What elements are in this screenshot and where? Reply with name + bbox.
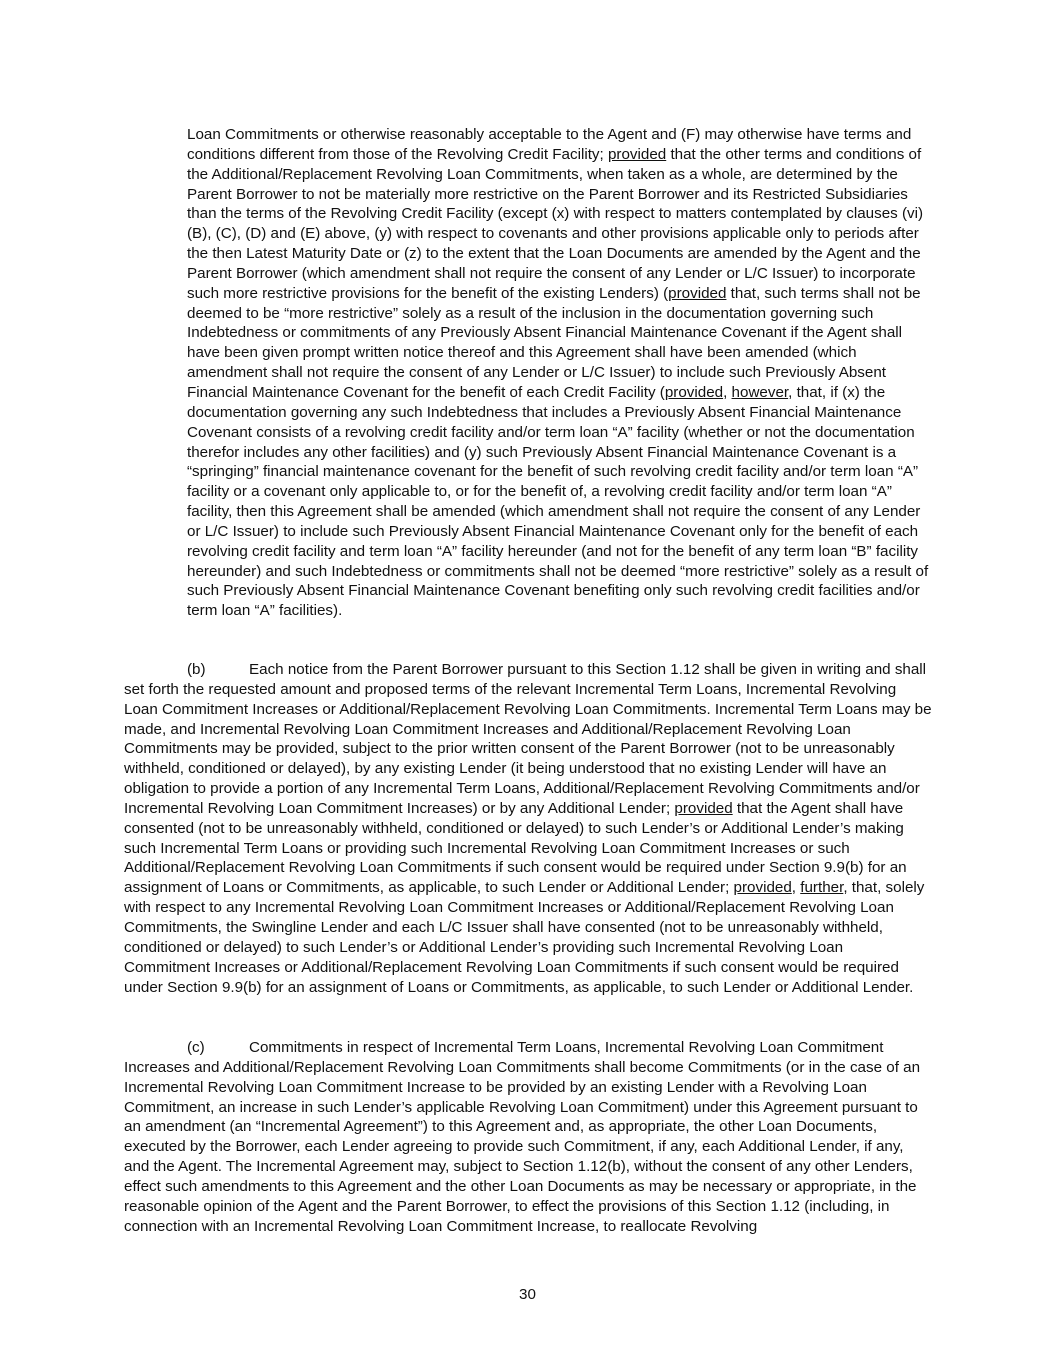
underlined-term: provided <box>664 383 724 401</box>
underlined-term: provided <box>674 799 733 817</box>
text-segment: , that, solely with respect to any Incremental Revolving Loan Commitment Increases or Additional/Replacement Revolving Loan Commitments, the Swingline Lender and each L/C Issuer shall have consented (not to be unreasonably withheld, conditioned or delayed) to such Lender’s or Additional Lender’s providing such Incremental Revolving Loan Commitment Increases or Additional/Replacement Revolving Loan Commitments if such consent would be required under Section 9.9(b) for an assignment of Loans or Commitments, as applicable, to such Lender or Additional Lender. <box>124 879 925 996</box>
text-segment: , <box>723 383 732 401</box>
section-label: (b) <box>187 661 206 678</box>
text-segment: that the other terms and conditions of the Additional/Replacement Revolving Loan Commitments, when taken as a whole, are determined by the Parent Borrower to not be materially more restrictive on the Parent Borrower and its Restricted Subsidiaries than the terms of the Revolving Credit Facility (except (x) with respect to matters contemplated by clauses (vi)(B), (C), (D) and (E) above, (y) with respect to covenants and other provisions applicable only to periods after the then Latest Maturity Date or (z) to the extent that the Loan Documents are amended by the Agent and the Parent Borrower (which amendment shall not require the consent of any Lender or L/C Issuer) to incorporate such more restrictive provisions for the benefit of the existing Lenders) ( <box>187 145 924 302</box>
text-segment: , <box>791 879 801 897</box>
underlined-term: provided <box>733 879 792 897</box>
underlined-term: provided <box>668 284 727 302</box>
text-segment: Commitments in respect of Incremental Term Loans, Incremental Revolving Loan Commitment Increases and Additional/Replacement Revolving Loan Commitments shall become Commitments (or in the case of an Incremental Revolving Loan Commitment Increase to be provided by an existing Lender with a Revolving Loan Commitment, an increase in such Lender’s applicable Revolving Loan Commitment) under this Agreement pursuant to an amendment (an “Incremental Agreement”) to this Agreement and, as appropriate, the other Loan Documents, executed by the Borrower, each Lender agreeing to provide such Commitment, if any, each Additional Lender, if any, and the Agent. The Incremental Agreement may, subject to Section 1.12(b), without the consent of any other Lenders, effect such amendments to this Agreement and the other Loan Documents as may be necessary or appropriate, in the reasonable opinion of the Agent and the Parent Borrower, to effect the provisions of this Section 1.12 (including, in connection with an Incremental Revolving Loan Commitment Increase, to reallocate Revolving <box>124 1039 921 1235</box>
page-number: 30 <box>519 1286 536 1303</box>
section-b-paragraph <box>124 660 932 997</box>
text-segment: that the Agent shall have consented (not to be unreasonably withheld, conditioned or delayed) to such Lender’s or Additional Lender’s making such Incremental Term Loans or providing such Incremental Revolving Loan Commitment Increases or such Additional/Replacement Revolving Loan Commitments if such consent would be required under Section 9.9(b) for an assignment of Loans or Commitments, as applicable, to such Lender or Additional Lender; <box>124 799 907 897</box>
text-segment: Loan Commitments or otherwise reasonably acceptable to the Agent and (F) may otherwise have terms and conditions different from those of the Revolving Credit Facility; <box>187 126 912 163</box>
section-label: (c) <box>187 1039 205 1056</box>
underlined-term: further <box>800 879 844 897</box>
underlined-term: however <box>731 383 789 401</box>
section-a-continuation <box>187 125 932 621</box>
text-segment: that, such terms shall not be deemed to be “more restrictive” solely as a result of the inclusion in the documentation governing such Indebtedness or commitments of any Previously Absent Financial Maintenance Covenant if the Agent shall have been given prompt written notice thereof and this Agreement shall have been amended (which amendment shall not require the consent of any Lender or L/C Issuer) to include such Previously Absent Financial Maintenance Covenant for the benefit of each Credit Facility ( <box>187 284 921 401</box>
text-segment: , that, if (x) the documentation governing any such Indebtedness that includes a Previously Absent Financial Maintenance Covenant consists of a revolving credit facility and/or term loan “A” facility (whether or not the documentation therefor includes any other facilities) and (y) such Previously Absent Financial Maintenance Covenant is a “springing” financial maintenance covenant for the benefit of such revolving credit facility and/or term loan “A” facility or a covenant only applicable to, or for the benefit of, a revolving credit facility and/or term loan “A” facility, then this Agreement shall be amended (which amendment shall not require the consent of any Lender or L/C Issuer) to include such Previously Absent Financial Maintenance Covenant only for the benefit of each revolving credit facility and term loan “A” facility hereunder (and not for the benefit of any term loan “B” facility hereunder) and such Indebtedness or commitments shall not be deemed “more restrictive” solely as a result of such Previously Absent Financial Maintenance Covenant benefiting only such revolving credit facilities and/or term loan “A” facilities). <box>187 383 929 620</box>
underlined-term: provided <box>607 145 667 163</box>
section-c-paragraph <box>124 1038 932 1236</box>
text-segment: Each notice from the Parent Borrower pursuant to this Section 1.12 shall be given in writing and shall set forth the requested amount and proposed terms of the relevant Incremental Term Loans, Incremental Revolving Loan Commitment Increases or Additional/Replacement Revolving Loan Commitments. Incremental Term Loans may be made, and Incremental Revolving Loan Commitment Increases and Additional/Replacement Revolving Loan Commitments may be provided, subject to the prior written consent of the Parent Borrower (not to be unreasonably withheld, conditioned or delayed), by any existing Lender (it being understood that no existing Lender will have an obligation to provide a portion of any Incremental Term Loans, Additional/Replacement Revolving Commitments and/or Incremental Revolving Loan Commitment Increases) or by any Additional Lender; <box>124 661 932 817</box>
